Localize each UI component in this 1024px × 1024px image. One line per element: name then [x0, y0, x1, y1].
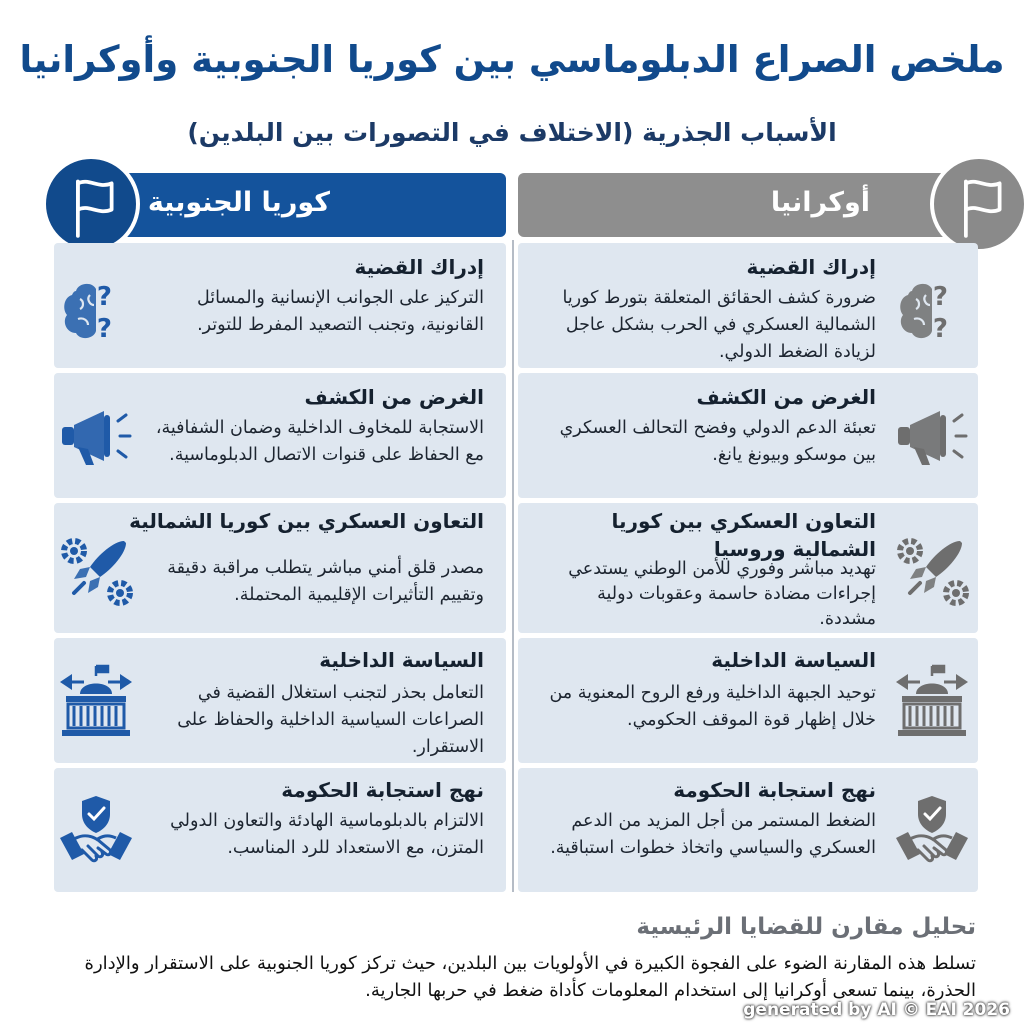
- card-heading: التعاون العسكري بين كوريا الشمالية: [129, 509, 484, 533]
- card-heading: الغرض من الكشف: [304, 385, 484, 409]
- brain-question-icon: [890, 265, 976, 351]
- summary-title: تحليل مقارن للقضايا الرئيسية: [636, 914, 976, 940]
- megaphone-icon: [890, 391, 976, 477]
- card-text: التعامل بحذر لتجنب استغلال القضية في الصراعات السياسية الداخلية والحفاظ على الاستقرار.: [177, 683, 484, 757]
- government-building-icon: [890, 658, 976, 744]
- korea-card-military-cooperation: [54, 503, 506, 633]
- card-text: الضغط المستمر من أجل المزيد من الدعم العسكري والسياسي واتخاذ خطوات استباقية.: [550, 811, 876, 858]
- card-text: تهديد مباشر وفوري للأمن الوطني يستدعي إجراءات مضادة حاسمة وعقوبات دولية مشددة.: [568, 559, 876, 629]
- ukraine-card-military-cooperation: [518, 503, 978, 633]
- card-heading: نهج استجابة الحكومة: [673, 778, 876, 802]
- ukraine-card-domestic-politics: [518, 638, 978, 763]
- card-heading: السياسة الداخلية: [711, 648, 876, 672]
- page-subtitle: الأسباب الجذرية (الاختلاف في التصورات بين البلدين): [187, 118, 837, 147]
- card-text: تعبئة الدعم الدولي وفضح التحالف العسكري بين موسكو وبيونغ يانغ.: [559, 418, 876, 465]
- ukraine-card-government-response: [518, 768, 978, 892]
- card-text: مصدر قلق أمني مباشر يتطلب مراقبة دقيقة وتقييم التأثيرات الإقليمية المحتملة.: [167, 558, 484, 605]
- summary-text: تسلط هذه المقارنة الضوء على الفجوة الكبيرة في الأولويات بين البلدين، حيث تركز كوريا الجنوبية على الاستقرار والإدارة الحذرة، بينما تسعى أوكرانيا إلى استخدام المعلومات كأداة ضغط في حربها الجارية.: [84, 953, 976, 1001]
- ukraine-card-disclosure-purpose: [518, 373, 978, 498]
- card-heading: إدراك القضية: [354, 255, 484, 279]
- flag-icon: [930, 155, 1024, 253]
- column-divider: [512, 240, 514, 892]
- handshake-shield-icon: [54, 788, 140, 874]
- handshake-shield-icon: [890, 788, 976, 874]
- flag-icon: [42, 155, 140, 253]
- korea-card-disclosure-purpose: [54, 373, 506, 498]
- page-title: ملخص الصراع الدبلوماسي بين كوريا الجنوبية وأوكرانيا: [19, 38, 1005, 81]
- ukraine-card-issue-perception: [518, 243, 978, 368]
- card-heading: نهج استجابة الحكومة: [281, 778, 484, 802]
- government-building-icon: [54, 658, 140, 744]
- card-text: التركيز على الجوانب الإنسانية والمسائل القانونية، وتجنب التصعيد المفرط للتوتر.: [197, 288, 484, 335]
- ukraine-header-label: أوكرانيا: [770, 187, 870, 218]
- rocket-gears-icon: [54, 527, 140, 613]
- korea-card-domestic-politics: [54, 638, 506, 763]
- megaphone-icon: [54, 391, 140, 477]
- card-heading: السياسة الداخلية: [319, 648, 484, 672]
- card-text: الالتزام بالدبلوماسية الهادئة والتعاون الدولي المتزن، مع الاستعداد للرد المناسب.: [170, 811, 484, 858]
- card-text: توحيد الجبهة الداخلية ورفع الروح المعنوية من خلال إظهار قوة الموقف الحكومي.: [549, 683, 876, 730]
- watermark: generated by AI © EAI 2026: [743, 1000, 1010, 1020]
- rocket-gears-icon: [890, 527, 976, 613]
- card-text: ضرورة كشف الحقائق المتعلقة بتورط كوريا الشمالية العسكري في الحرب بشكل عاجل لزيادة الضغط الدولي.: [562, 288, 876, 362]
- card-heading: الغرض من الكشف: [696, 385, 876, 409]
- card-heading: التعاون العسكري بين كوريا الشمالية وروسيا: [611, 509, 876, 561]
- card-heading: إدراك القضية: [746, 255, 876, 279]
- ukraine-column-header: [518, 173, 978, 237]
- korea-card-government-response: [54, 768, 506, 892]
- card-text: الاستجابة للمخاوف الداخلية وضمان الشفافية، مع الحفاظ على قنوات الاتصال الدبلوماسية.: [155, 418, 484, 465]
- korea-column-header: [54, 173, 506, 237]
- brain-question-icon: [54, 265, 140, 351]
- korea-card-issue-perception: [54, 243, 506, 368]
- korea-header-label: كوريا الجنوبية: [147, 187, 330, 218]
